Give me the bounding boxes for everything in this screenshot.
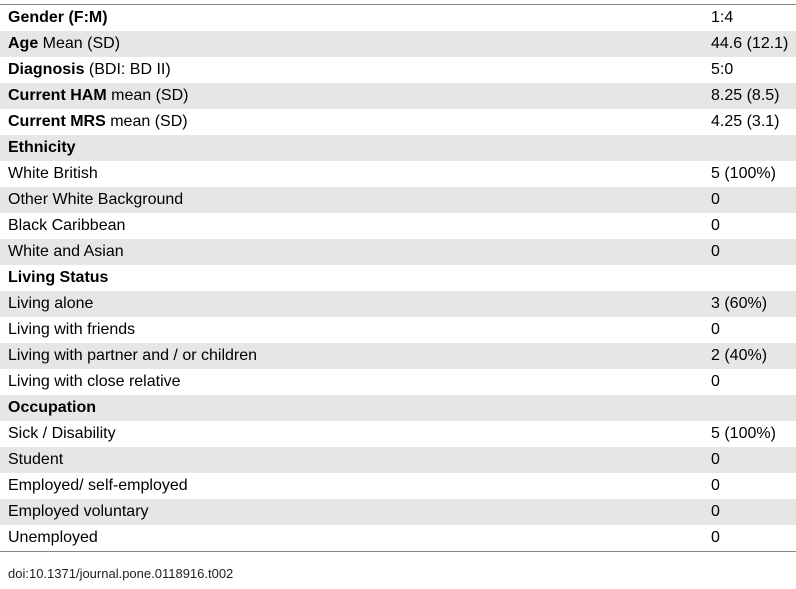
table-row [0, 499, 796, 525]
table-row [0, 187, 796, 213]
row-value: 1:4 [711, 9, 734, 26]
row-label [0, 369, 708, 395]
table-row [0, 213, 796, 239]
table-row [0, 395, 796, 421]
row-value: 2 (40%) [711, 347, 768, 364]
row-label-text: Other White Background [8, 191, 184, 208]
row-label [0, 343, 708, 369]
row-value: 0 [711, 191, 720, 208]
row-label [0, 265, 708, 291]
row-label [0, 161, 708, 187]
table-row [0, 473, 796, 499]
row-value: 8.25 (8.5) [711, 87, 780, 104]
row-value: 0 [711, 217, 720, 234]
table-row [0, 265, 796, 291]
row-value: 5:0 [711, 61, 734, 78]
row-label [0, 525, 708, 551]
row-label-text: Living with partner and / or children [8, 347, 258, 364]
table-row [0, 83, 796, 109]
row-label-bold: Living Status [8, 269, 109, 286]
row-label-bold: Diagnosis [8, 61, 85, 78]
doi-caption: doi:10.1371/journal.pone.0118916.t002 [8, 566, 234, 581]
table-row [0, 421, 796, 447]
row-label-text: Employed/ self-employed [8, 477, 188, 494]
demographics-table [0, 4, 796, 552]
row-label-text: White British [8, 165, 98, 182]
row-value: 0 [711, 503, 720, 520]
row-label [0, 447, 708, 473]
row-label [0, 239, 708, 265]
table-row [0, 343, 796, 369]
table-row [0, 31, 796, 57]
row-label [0, 187, 708, 213]
row-label-text: Employed voluntary [8, 503, 149, 520]
row-label [0, 473, 708, 499]
row-label-text: Living with friends [8, 321, 136, 338]
row-value: 5 (100%) [711, 165, 776, 182]
row-label-text: mean (SD) [105, 113, 188, 130]
row-label [0, 83, 708, 109]
row-label [0, 57, 708, 83]
row-value: 3 (60%) [711, 295, 768, 312]
row-label-text: Sick / Disability [8, 425, 116, 442]
row-label-text: White and Asian [8, 243, 124, 260]
row-label-bold: Ethnicity [8, 139, 76, 156]
table-row [0, 135, 796, 161]
row-label-text: Student [8, 451, 64, 468]
table-row [0, 109, 796, 135]
row-label [0, 135, 708, 161]
row-value: 0 [711, 451, 720, 468]
row-value: 0 [711, 321, 720, 338]
row-label-text: Living alone [8, 295, 94, 312]
row-label-bold: Gender (F:M) [8, 9, 108, 26]
row-label-text: mean (SD) [106, 87, 189, 104]
row-value: 0 [711, 243, 720, 260]
row-value: 0 [711, 529, 720, 546]
row-label-bold: Current MRS [8, 113, 106, 130]
row-label [0, 31, 708, 57]
row-label [0, 395, 708, 421]
row-value: 44.6 (12.1) [711, 35, 789, 52]
table-row [0, 161, 796, 187]
row-value: 0 [711, 373, 720, 390]
row-value: 5 (100%) [711, 425, 776, 442]
row-label-text: Living with close relative [8, 373, 181, 390]
row-label [0, 5, 708, 31]
table-row [0, 57, 796, 83]
row-label-text: Unemployed [8, 529, 98, 546]
row-value: 4.25 (3.1) [711, 113, 780, 130]
row-label [0, 317, 708, 343]
table-row [0, 447, 796, 473]
row-label-text: (BDI: BD II) [84, 61, 171, 78]
row-value: 0 [711, 477, 720, 494]
table-row [0, 5, 796, 31]
row-label-bold: Current HAM [8, 87, 107, 104]
row-label [0, 499, 708, 525]
row-label [0, 213, 708, 239]
table-row [0, 291, 796, 317]
table-body [0, 5, 796, 551]
table-row [0, 239, 796, 265]
row-label-bold: Age [8, 35, 39, 52]
table-row [0, 525, 796, 551]
row-label [0, 421, 708, 447]
table-row [0, 369, 796, 395]
row-label-bold: Occupation [8, 399, 97, 416]
table-row [0, 317, 796, 343]
row-label-text: Mean (SD) [38, 35, 121, 52]
row-label [0, 109, 708, 135]
row-label-text: Black Caribbean [8, 217, 126, 234]
row-label [0, 291, 708, 317]
